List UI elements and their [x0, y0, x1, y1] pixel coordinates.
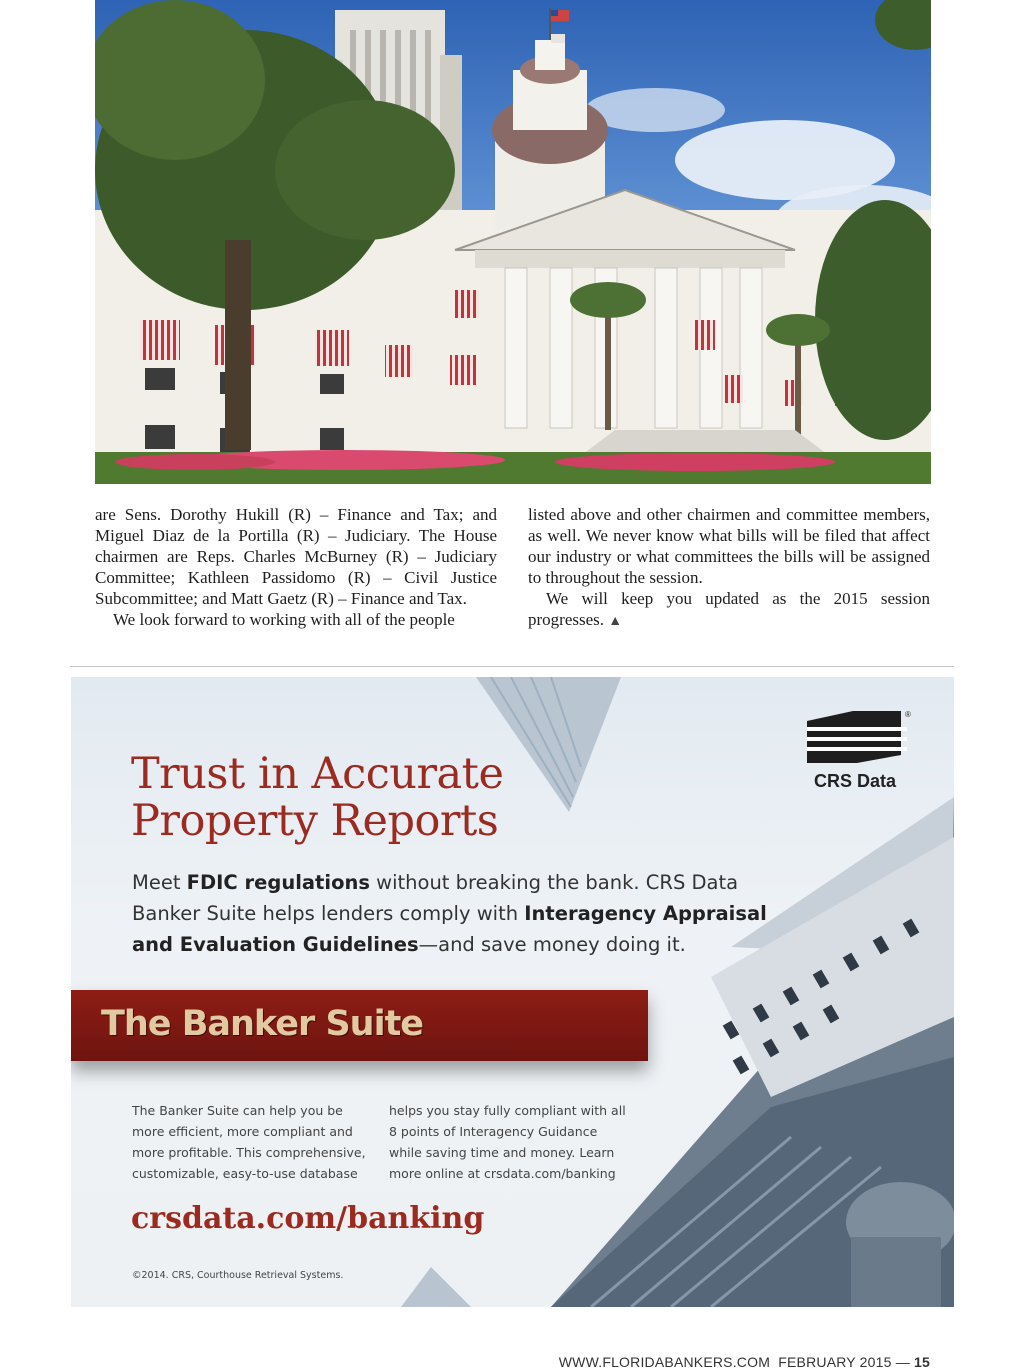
- headline-line-1: Trust in Accurate: [131, 749, 504, 799]
- ad-body-text-2: helps you stay fully compliant with all 8 points of Interagency Guidance while saving time and money. Learn more online at crsdata.com/banking: [389, 1103, 626, 1181]
- ad-copyright: ©2014. CRS, Courthouse Retrieval Systems.: [132, 1270, 344, 1281]
- headline-line-2: Property Reports: [131, 796, 499, 846]
- intro-text: Meet: [132, 871, 187, 894]
- footer-website: WWW.FLORIDABANKERS.COM: [558, 1354, 771, 1370]
- ad-body-text-1: The Banker Suite can help you be more efficient, more compliant and more profitable. This comprehensive, customizable, easy-to-use database: [132, 1103, 366, 1181]
- capitol-illustration: [95, 0, 931, 484]
- banker-suite-banner: [71, 990, 648, 1061]
- intro-emphasis: Interagency Appraisal and Evaluation Guidelines: [132, 902, 767, 956]
- ad-website-link[interactable]: crsdata.com/banking: [131, 1201, 485, 1236]
- banner-title: The Banker Suite: [101, 1004, 424, 1044]
- ad-headline: [131, 751, 503, 845]
- ad-intro-text: [132, 867, 792, 960]
- intro-emphasis: FDIC regulations: [186, 871, 370, 894]
- article-column-left: [95, 504, 497, 630]
- page-footer: [0, 1354, 930, 1370]
- footer-issue: FEBRUARY 2015: [778, 1354, 892, 1370]
- intro-text: without breaking the bank. CRS Data Banker Suite helps lenders comply with: [132, 871, 739, 925]
- registered-mark: ®: [905, 710, 911, 719]
- article-paragraph: listed above and other chairmen and committee members, as well. We never know what bills will be filed that affect our industry or what committees the bills will be assigned to throughout the session.: [528, 505, 930, 587]
- article-paragraph: are Sens. Dorothy Hukill (R) – Finance and Tax; and Miguel Diaz de la Portilla (R) – Judiciary. The House chairmen are Reps. Charles McBurney (R) – Judiciary Committee; Kathleen Passidomo (R) – Civil Justice Subcommittee; and Matt Gaetz (R) – Finance and Tax.: [95, 505, 497, 608]
- article-paragraph-text: We will keep you updated as the 2015 session progresses.: [528, 589, 930, 629]
- crs-logo-mark-icon: [805, 707, 915, 771]
- page-number: 15: [914, 1354, 930, 1370]
- crs-data-advertisement: [71, 677, 954, 1307]
- article-paragraph: We look forward to working with all of the people: [113, 610, 455, 629]
- end-mark-icon: ▲: [608, 614, 623, 629]
- footer-separator: —: [895, 1354, 910, 1370]
- article-column-right: [528, 504, 930, 632]
- crs-logo-name: CRS Data: [813, 771, 897, 791]
- crs-data-logo: [805, 707, 915, 797]
- capitol-photo: [95, 0, 931, 484]
- intro-text: —and save money doing it.: [418, 933, 686, 956]
- article-paragraph-final: [528, 588, 930, 632]
- section-divider: [70, 666, 954, 667]
